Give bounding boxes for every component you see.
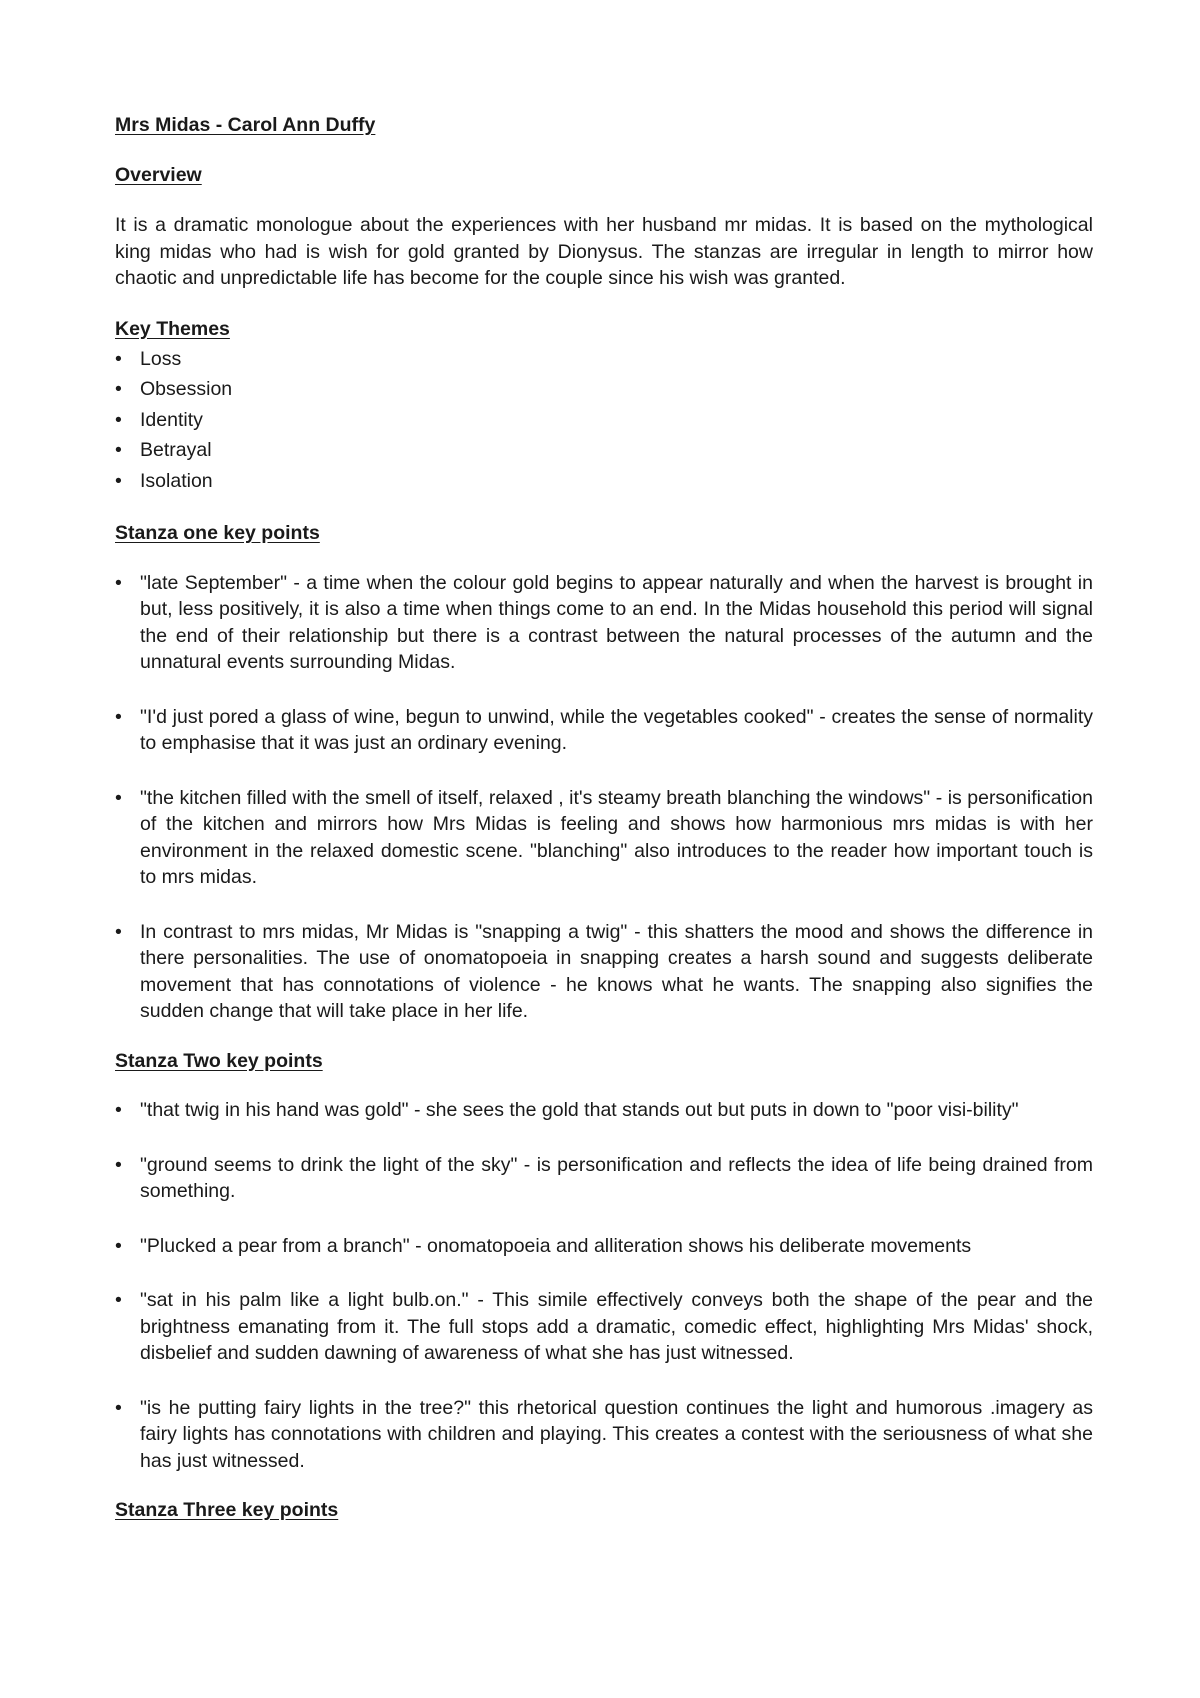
- stanza-point: [115, 919, 1093, 1025]
- stanza-point: [115, 1097, 1093, 1124]
- point-text: In contrast to mrs midas, Mr Midas is "snapping a twig" - this shatters the mood and shows the difference in there personalities. The use of onomatopoeia in snapping creates a harsh sound and suggests deliberate movement that has connotations of violence - he knows what he wants. The snapping also signifies the sudden change that will take place in her life.: [140, 920, 1093, 1023]
- overview-paragraph: It is a dramatic monologue about the experiences with her husband mr midas. It is based on the mythological king midas who had is wish for gold granted by Dionysus. The stanzas are irregular in length to mirror how chaotic and unpredictable life has become for the couple since his wish was granted.: [115, 214, 1093, 289]
- bullet-icon: •: [115, 1234, 122, 1257]
- theme-item: [115, 344, 1093, 374]
- point-text: "Plucked a pear from a branch" - onomatopoeia and alliteration shows his deliberate movements: [140, 1234, 972, 1257]
- bullet-icon: •: [115, 1153, 122, 1176]
- bullet-icon: •: [115, 705, 122, 728]
- stanza-one-heading: Stanza one key points: [115, 522, 320, 545]
- stanza-point: [115, 785, 1093, 891]
- stanza-point: [115, 1287, 1093, 1367]
- document-page: [115, 112, 1093, 1524]
- stanza-point: [115, 1152, 1093, 1205]
- theme-label: Identity: [140, 408, 203, 431]
- point-text: "the kitchen filled with the smell of itself, relaxed , it's steamy breath blanching the windows" - is personification of the kitchen and mirrors how Mrs Midas is feeling and shows how harmonious mrs midas is with her environment in the relaxed domestic scene. "blanching" also introduces to the reader how important touch is to mrs midas.: [140, 786, 1093, 889]
- point-text: "ground seems to drink the light of the sky" - is personification and reflects the idea of life being drained from something.: [140, 1153, 1093, 1203]
- key-themes-list: [115, 344, 1093, 496]
- theme-item: [115, 435, 1093, 465]
- bullet-icon: •: [115, 920, 122, 943]
- theme-item: [115, 374, 1093, 404]
- bullet-icon: •: [115, 1289, 122, 1312]
- theme-item: [115, 466, 1093, 496]
- bullet-icon: •: [115, 786, 122, 809]
- bullet-icon: •: [115, 439, 122, 462]
- point-text: "I'd just pored a glass of wine, begun to unwind, while the vegetables cooked" - creates the sense of normality to emphasise that it was just an ordinary evening.: [140, 705, 1093, 755]
- stanza-three-heading: Stanza Three key points: [115, 1499, 339, 1522]
- stanza-point: [115, 1395, 1093, 1475]
- theme-label: Loss: [140, 348, 182, 370]
- bullet-icon: •: [115, 1396, 122, 1419]
- theme-label: Obsession: [140, 378, 233, 401]
- bullet-icon: •: [115, 1099, 122, 1122]
- point-text: "sat in his palm like a light bulb.on." - This simile effectively conveys both the shape of the pear and the brightness emanating from it. The full stops add a dramatic, comedic effect, highlighting Mrs Midas' shock, disbelief and sudden dawning of awareness of what she has just witnessed.: [140, 1289, 1093, 1365]
- theme-item: [115, 405, 1093, 435]
- stanza-two-heading: Stanza Two key points: [115, 1049, 323, 1072]
- bullet-icon: •: [115, 378, 122, 401]
- key-themes-heading: Key Themes: [115, 317, 230, 340]
- stanza-point: [115, 704, 1093, 757]
- stanza-point: [115, 570, 1093, 676]
- bullet-icon: •: [115, 408, 122, 431]
- point-text: "that twig in his hand was gold" - she sees the gold that stands out but puts in down to "poor visi-bility": [140, 1099, 1019, 1122]
- point-text: "late September" - a time when the colour gold begins to appear naturally and when the harvest is brought in but, less positively, it is also a time when things come to an end. In the Midas household this period will signal the end of their relationship but there is a contrast between the natural processes of the autumn and the unnatural events surrounding Midas.: [140, 571, 1093, 674]
- bullet-icon: •: [115, 348, 122, 370]
- stanza-one-points: [115, 570, 1093, 1025]
- bullet-icon: •: [115, 571, 122, 594]
- theme-label: Isolation: [140, 469, 213, 492]
- theme-label: Betrayal: [140, 439, 212, 462]
- document-title: Mrs Midas - Carol Ann Duffy: [115, 114, 376, 136]
- stanza-two-points: [115, 1097, 1093, 1474]
- stanza-point: [115, 1233, 1093, 1260]
- overview-heading: Overview: [115, 163, 202, 186]
- point-text: "is he putting fairy lights in the tree?" this rhetorical question continues the light and humorous .imagery as fairy lights has connotations with children and playing. This creates a contest with the seriousness of what she has just witnessed.: [140, 1396, 1093, 1472]
- bullet-icon: •: [115, 469, 122, 492]
